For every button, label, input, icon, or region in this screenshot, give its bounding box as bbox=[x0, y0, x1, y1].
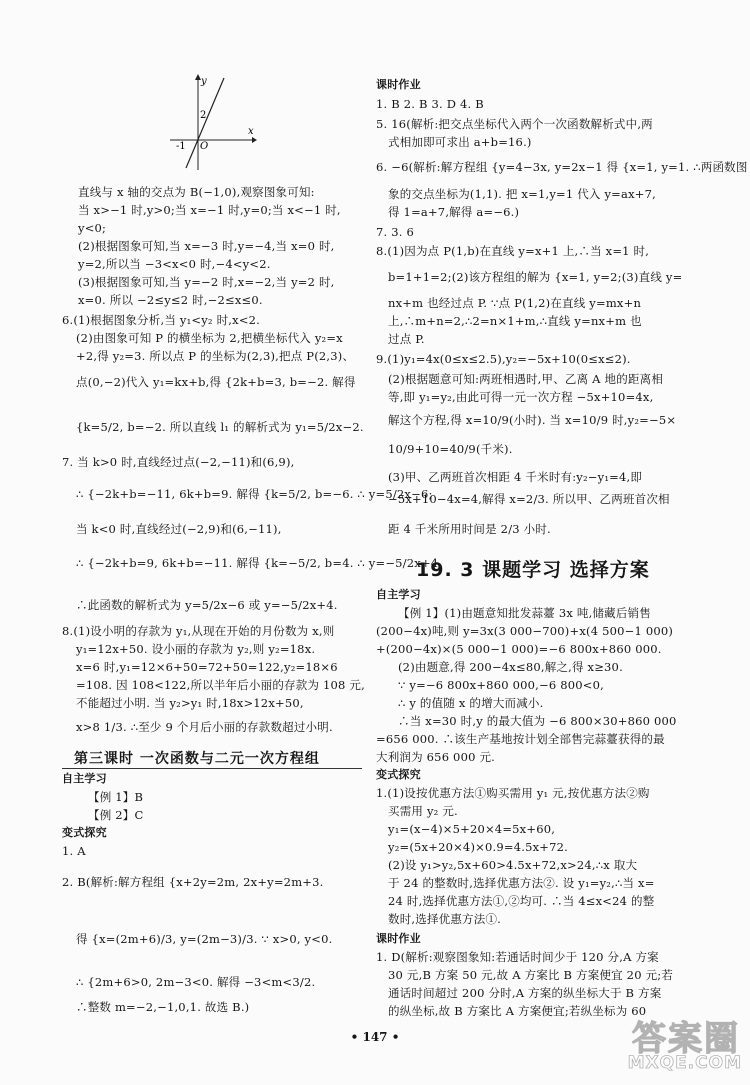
text-line: 当 x>−1 时,y>0;当 x=−1 时,y=0;当 x<−1 时, bbox=[78, 203, 341, 217]
text-line: 当 k<0 时,直线经过(−2,9)和(6,−11), bbox=[76, 522, 282, 536]
section-title: 19. 3 课题学习 选择方案 bbox=[416, 559, 650, 581]
text-line: 得 1=a+7,解得 a=−6.) bbox=[388, 205, 520, 219]
text-line: 得 {x=(2m+6)/3, y=(2m−3)/3. ∵ x>0, y<0. bbox=[76, 932, 333, 946]
text-line: ∴此函数的解析式为 y=5/2x−6 或 y=−5/2x+4. bbox=[76, 598, 338, 612]
text-line: 直线与 x 轴的交点为 B(−1,0),观察图象可知: bbox=[78, 185, 315, 199]
text-line: 1. A bbox=[62, 844, 86, 858]
text-line: 【例 2】C bbox=[88, 808, 144, 822]
text-line: −5x+10−4x=4,解得 x=2/3. 所以甲、乙两班首次相 bbox=[388, 492, 670, 506]
text-line: 距 4 千米所用时间是 2/3 小时. bbox=[388, 522, 551, 536]
text-line: 10/9+10=40/9(千米). bbox=[388, 442, 513, 456]
text-line: {k=5/2, b=−2. 所以直线 l₁ 的解析式为 y₁=5/2x−2. bbox=[76, 420, 364, 434]
subheading: 课时作业 bbox=[376, 78, 421, 91]
text-line: ∵ y=−6 800x+860 000,−6 800<0, bbox=[398, 678, 604, 692]
text-line: (2)由题意,得 200−4x≤80,解之,得 x≥30. bbox=[398, 660, 623, 674]
text-line: =108. 因 108<122,所以半年后小丽的存款为 108 元, bbox=[76, 678, 365, 692]
text-line: y<0; bbox=[78, 221, 107, 235]
text-line: 7. 当 k>0 时,直线经过点(−2,−11)和(6,9), bbox=[62, 455, 295, 469]
x-axis-label: x bbox=[248, 126, 254, 137]
subheading: 自主学习 bbox=[62, 772, 107, 785]
text-line: 1. D(解析:观察图象知:若通话时间少于 120 分,A 方案 bbox=[376, 950, 659, 964]
text-line: (3)根据图象可知,当 y=−2 时,x=−2,当 y=2 时, bbox=[78, 275, 335, 289]
origin-label: O bbox=[200, 141, 209, 152]
text-line: 9.(1)y₁=4x(0≤x≤2.5),y₂=−5x+10(0≤x≤2). bbox=[376, 352, 631, 366]
lesson-title: 第三课时 一次函数与二元一次方程组 bbox=[74, 751, 320, 767]
x-axis-arrow bbox=[252, 137, 257, 143]
text-line: 1. B 2. B 3. D 4. B bbox=[376, 97, 484, 111]
function-graph bbox=[168, 72, 258, 172]
text-line: 24 时,选择优惠方法①,②均可. ∴当 4≤x<24 的整 bbox=[388, 894, 655, 908]
text-line: y₁=(x−4)×5+20×4=5x+60, bbox=[388, 822, 556, 836]
y-axis-label: y bbox=[201, 76, 207, 87]
text-line: 等,即 y₁=y₂,由此可得一元一次方程 −5x+10=4x, bbox=[388, 390, 654, 404]
text-line: 2. B(解析:解方程组 {x+2y=2m, 2x+y=2m+3. bbox=[62, 875, 324, 889]
text-line: (2)根据题意可知:两班相遇时,甲、乙离 A 地的距离相 bbox=[388, 372, 664, 386]
x-tick-label: -1 bbox=[176, 141, 186, 152]
text-line: y₂=(5x+20×4)×0.9=4.5x+72. bbox=[388, 840, 568, 854]
text-line: 8.(1)因为点 P(1,b)在直线 y=x+1 上,∴当 x=1 时, bbox=[376, 244, 650, 258]
subheading: 课时作业 bbox=[376, 932, 421, 945]
text-line: (2)设 y₁>y₂,5x+60>4.5x+72,x>24,∴x 取大 bbox=[388, 858, 638, 872]
text-line: y₁=12x+50. 设小丽的存款为 y₂,则 y₂=18x. bbox=[76, 642, 316, 656]
text-line: 上,∴m+n=2,∴2=n×1+m,∴直线 y=nx+m 也 bbox=[388, 314, 642, 328]
text-line: ∴ {2m+6>0, 2m−3<0. 解得 −3<m<3/2. bbox=[76, 975, 316, 989]
text-line: (200−4x)吨,则 y=3x(3 000−700)+x(4 500−1 000) bbox=[376, 624, 674, 638]
text-line: 过点 P. bbox=[388, 332, 425, 346]
subheading: 变式探究 bbox=[376, 768, 421, 781]
watermark-url: MXQE.COM bbox=[627, 1053, 742, 1073]
text-line: 数时,选择优惠方法①. bbox=[388, 912, 502, 926]
text-line: 6. −6(解析:解方程组 {y=4−3x, y=2x−1 得 {x=1, y=1. ∴两函数图 bbox=[376, 160, 748, 174]
text-line: 解这个方程,得 x=10/9(小时). 当 x=10/9 时,y₂=−5× bbox=[388, 413, 677, 427]
text-line: 点(0,−2)代入 y₁=kx+b,得 {2k+b=3, b=−2. 解得 bbox=[76, 375, 356, 389]
text-line: x=0. 所以 −2≤y≤2 时,−2≤x≤0. bbox=[78, 293, 263, 307]
text-line: ∴ {−2k+b=9, 6k+b=−11. 解得 {k=−5/2, b=4. ∴ y=−5/2x+4. bbox=[76, 556, 443, 570]
text-line: 30 元,B 方案 50 元,故 A 方案比 B 方案便宜 20 元;若 bbox=[388, 968, 674, 982]
subheading: 自主学习 bbox=[376, 588, 421, 601]
graph-line bbox=[186, 78, 224, 168]
text-line: 【例 1】(1)由题意知批发蒜薹 3x 吨,储藏后销售 bbox=[398, 606, 651, 620]
text-line: =656 000. ∴该生产基地按计划全部售完蒜薹获得的最 bbox=[376, 732, 665, 746]
y-tick-label: 2 bbox=[200, 110, 207, 121]
text-line: b=1+1=2;(2)该方程组的解为 {x=1, y=2;(3)直线 y= bbox=[388, 270, 683, 284]
text-line: 于 24 的整数时,选择优惠方法②. 设 y₁=y₂,∴当 x= bbox=[388, 876, 655, 890]
text-line: 象的交点坐标为(1,1). 把 x=1,y=1 代入 y=ax+7, bbox=[388, 187, 656, 201]
text-line: x>8 1/3. ∴至少 9 个月后小丽的存款数超过小明. bbox=[76, 720, 333, 734]
text-line: 不能超过小明. 当 y₂>y₁ 时,18x>12x+50, bbox=[76, 696, 304, 710]
text-line: nx+m 也经过点 P. ∵点 P(1,2)在直线 y=mx+n bbox=[388, 296, 642, 310]
text-line: x=6 时,y₁=12×6+50=72+50=122,y₂=18×6 bbox=[76, 660, 338, 674]
text-line: 买需用 y₂ 元. bbox=[388, 804, 458, 818]
text-line: ∴ y 的值随 x 的增大而减小. bbox=[398, 696, 544, 710]
text-line: 大利润为 656 000 元. bbox=[376, 750, 496, 764]
text-line: (2)根据图象可知,当 x=−3 时,y=−4,当 x=0 时, bbox=[78, 239, 335, 253]
text-line: 的纵坐标,故 B 方案比 A 方案便宜;若纵坐标为 60 bbox=[388, 1004, 647, 1018]
text-line: 1.(1)设按优惠方法①购买需用 y₁ 元,按优惠方法②购 bbox=[376, 786, 650, 800]
text-line: 通话时间超过 200 分时,A 方案的纵坐标大于 B 方案 bbox=[388, 986, 662, 1000]
watermark-text: 答案圈 bbox=[632, 1019, 740, 1059]
text-line: ∴当 x=30 时,y 的最大值为 −6 800×30+860 000 bbox=[398, 714, 677, 728]
text-line: ∴ {−2k+b=−11, 6k+b=9. 解得 {k=5/2, b=−6. ∴ y=5/2x−6; bbox=[76, 487, 433, 501]
text-line: (3)甲、乙两班首次相距 4 千米时有:y₂−y₁=4,即 bbox=[388, 470, 643, 484]
text-line: 6.(1)根据图象分析,当 y₁<y₂ 时,x<2. bbox=[62, 313, 261, 327]
text-line: 5. 16(解析:把交点坐标代入两个一次函数解析式中,两 bbox=[376, 117, 653, 131]
page-number: • 147 • bbox=[350, 1030, 400, 1044]
lesson-rule bbox=[62, 768, 362, 769]
text-line: y=2,所以当 −3<x<0 时,−4<y<2. bbox=[78, 257, 271, 271]
text-line: +(200−4x)×(5 000−1 000)=−6 800x+860 000. bbox=[376, 642, 662, 656]
text-line: 【例 1】B bbox=[88, 790, 144, 804]
text-line: 8.(1)设小明的存款为 y₁,从现在开始的月份数为 x,则 bbox=[62, 624, 335, 638]
subheading: 变式探究 bbox=[62, 826, 107, 839]
text-line: ∴整数 m=−2,−1,0,1. 故选 B.) bbox=[76, 1000, 250, 1014]
text-line: (2)由图象可知 P 的横坐标为 2,把横坐标代入 y₂=x bbox=[76, 331, 343, 345]
text-line: +2,得 y₂=3. 所以点 P 的坐标为(2,3),把点 P(2,3)、 bbox=[76, 349, 355, 363]
text-line: 式相加即可求出 a+b=16.) bbox=[388, 135, 532, 149]
text-line: 7. 3. 6 bbox=[376, 225, 414, 239]
watermark-logo bbox=[596, 1011, 746, 1079]
